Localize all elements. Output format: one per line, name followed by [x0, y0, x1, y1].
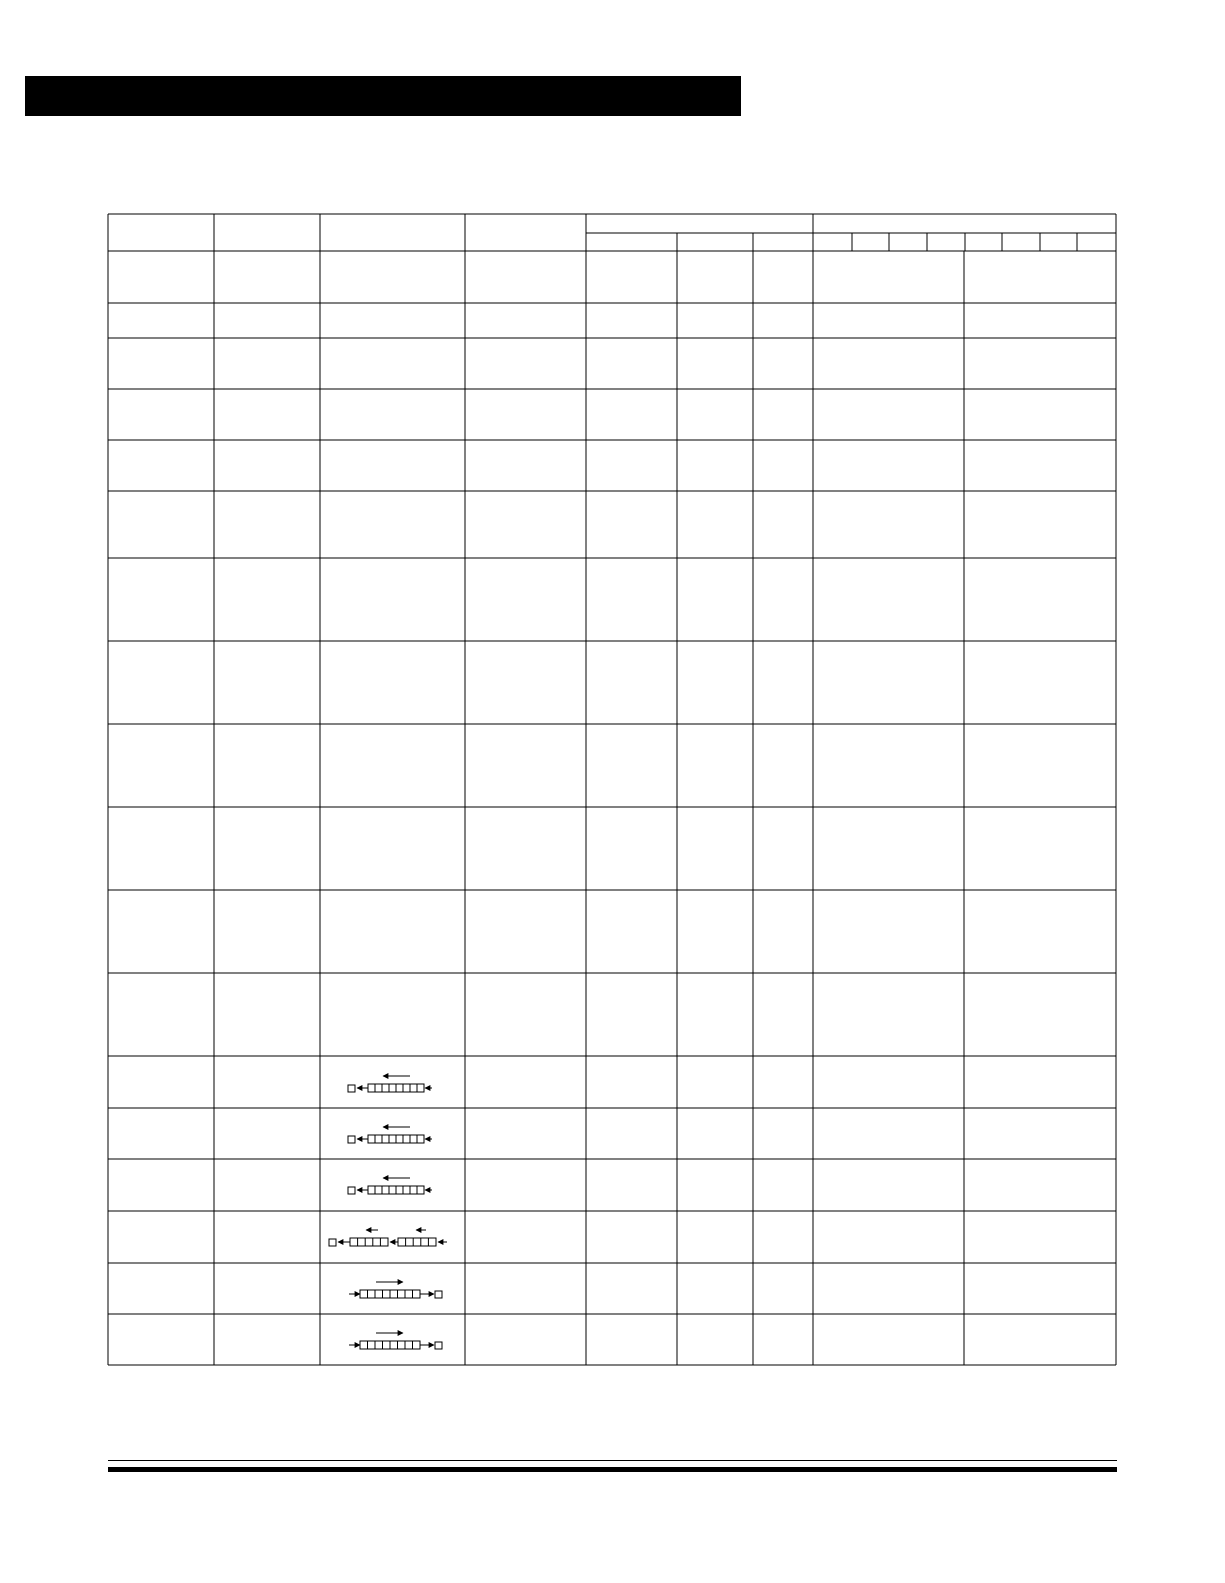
carry-box [435, 1291, 442, 1298]
footer-rule-thick [108, 1467, 1117, 1472]
register-box [350, 1238, 388, 1246]
carry-box [348, 1085, 355, 1092]
carry-box [435, 1342, 442, 1349]
carry-box [348, 1136, 355, 1143]
register-box [398, 1238, 436, 1246]
carry-box [348, 1187, 355, 1194]
footer-rule-thin [108, 1460, 1117, 1461]
carry-box [329, 1239, 336, 1246]
